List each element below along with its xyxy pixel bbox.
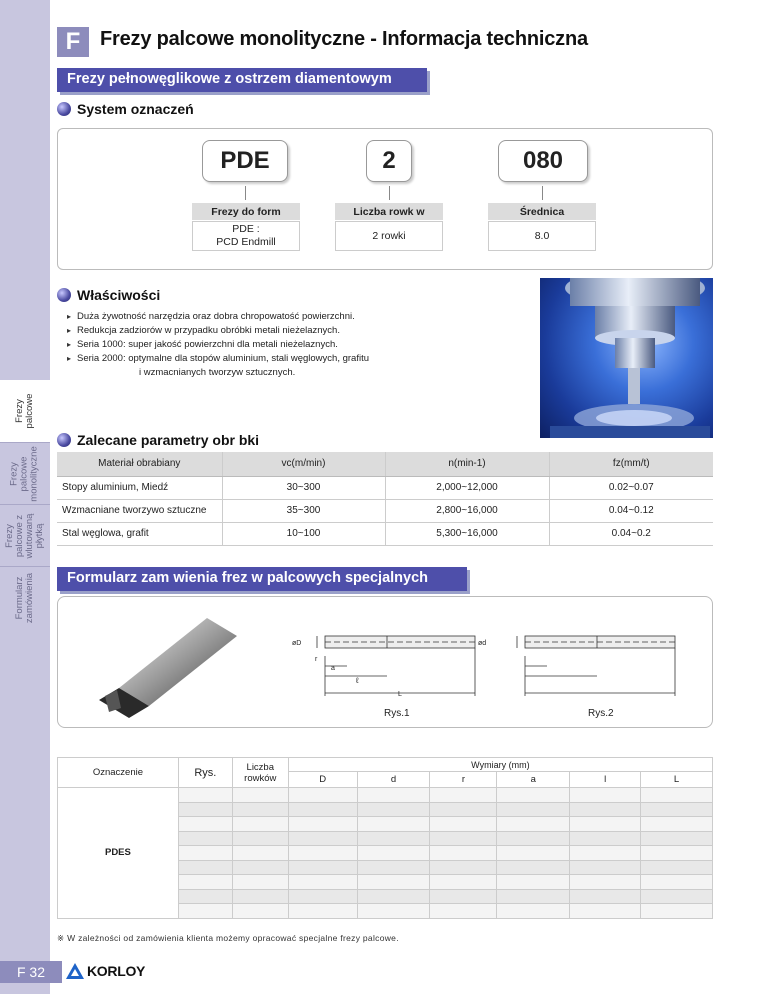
cell: 0.04~0.2	[549, 522, 713, 545]
cell: Stal węglowa, grafit	[57, 522, 222, 545]
input-cell[interactable]	[178, 904, 232, 919]
section-title: System oznaczeń	[77, 101, 194, 117]
endmill-illustration	[99, 618, 237, 718]
side-tab-monolityczne[interactable]	[0, 442, 50, 504]
bullet-ball-icon	[57, 288, 71, 302]
cell: 5,300~16,000	[385, 522, 549, 545]
table-row	[57, 499, 713, 522]
input-cell[interactable]	[178, 788, 232, 803]
input-cell[interactable]	[497, 860, 570, 875]
input-cell[interactable]	[232, 889, 288, 904]
section-badge: F	[57, 27, 89, 57]
input-cell[interactable]	[570, 904, 641, 919]
input-cell[interactable]	[430, 788, 497, 803]
dim-label: r	[315, 656, 318, 663]
spec-body	[58, 788, 713, 919]
cell: 35~300	[222, 499, 385, 522]
code-diameter: 080	[498, 140, 588, 182]
input-cell[interactable]	[357, 846, 430, 861]
col-header: Materiał obrabiany	[57, 452, 222, 476]
input-cell[interactable]	[641, 788, 713, 803]
page-title: Frezy palcowe monolityczne - Informacja techniczna	[100, 28, 588, 50]
input-cell[interactable]	[570, 875, 641, 890]
input-cell[interactable]	[641, 904, 713, 919]
side-tab-formularz[interactable]	[0, 566, 50, 628]
col-header-flutes-line: rowków	[244, 772, 277, 784]
input-cell[interactable]	[641, 875, 713, 890]
col-header-d: d	[357, 772, 430, 788]
input-cell[interactable]	[570, 817, 641, 832]
cell: Wzmacniane tworzywo sztuczne	[57, 499, 222, 522]
label-value-forms	[192, 221, 300, 251]
input-cell[interactable]	[357, 904, 430, 919]
input-cell[interactable]	[357, 788, 430, 803]
col-header-L: L	[641, 772, 713, 788]
cell: 2,800~16,000	[385, 499, 549, 522]
table-row	[57, 476, 713, 499]
input-cell[interactable]	[232, 817, 288, 832]
side-tab-label: Formularz zamówienia	[14, 572, 35, 623]
params-table	[57, 452, 713, 546]
drawing-rys2	[517, 636, 675, 696]
cell: 2,000~12,000	[385, 476, 549, 499]
figure-caption-2: Rys.2	[588, 708, 614, 719]
side-tab-label: Frezy palcowe	[14, 393, 35, 429]
input-cell[interactable]	[357, 802, 430, 817]
code-pde: PDE	[202, 140, 288, 182]
list-item: ▸ Seria 1000: super jakość powierzchni dla metali nieżelaznych.	[67, 338, 369, 352]
input-cell[interactable]	[357, 889, 430, 904]
label-head-diameter: Średnica	[488, 203, 596, 220]
col-header: vc(m/min)	[222, 452, 385, 476]
page-number: F 32	[0, 961, 62, 983]
input-cell[interactable]	[430, 904, 497, 919]
section-system	[57, 101, 194, 117]
input-cell[interactable]	[430, 889, 497, 904]
col-header-dims: Wymiary (mm)	[288, 758, 712, 772]
machining-photo-illustration	[540, 278, 713, 438]
input-cell[interactable]	[570, 831, 641, 846]
input-cell[interactable]	[178, 802, 232, 817]
table-row	[57, 522, 713, 545]
input-cell[interactable]	[232, 831, 288, 846]
section-properties	[57, 287, 160, 303]
label-value-flutes: 2 rowki	[335, 221, 443, 251]
input-cell[interactable]	[232, 875, 288, 890]
input-cell[interactable]	[570, 889, 641, 904]
input-cell[interactable]	[178, 889, 232, 904]
input-cell[interactable]	[497, 802, 570, 817]
cell: 10~100	[222, 522, 385, 545]
col-header-flutes	[232, 758, 288, 788]
col-header: fz(mm/t)	[549, 452, 713, 476]
cell: 0.02~0.07	[549, 476, 713, 499]
col-header-D: D	[288, 772, 357, 788]
brand-logo	[66, 963, 145, 979]
side-tab-label: Frezy palcowe z wlutowaną płytką	[4, 513, 45, 558]
input-cell[interactable]	[641, 846, 713, 861]
input-cell[interactable]	[641, 817, 713, 832]
label-head-flutes: Liczba rowk w	[335, 203, 443, 220]
input-cell[interactable]	[641, 802, 713, 817]
input-cell[interactable]	[232, 802, 288, 817]
input-cell[interactable]	[288, 860, 357, 875]
list-item: ▸ Redukcja zadziorów w przypadku obróbki metali nieżelaznych.	[67, 324, 369, 338]
input-cell[interactable]	[232, 860, 288, 875]
label-value-line: PDE :	[232, 223, 260, 235]
input-cell[interactable]	[288, 904, 357, 919]
dim-label: L	[398, 691, 402, 698]
col-header-l: l	[570, 772, 641, 788]
input-cell[interactable]	[288, 817, 357, 832]
cell: 30~300	[222, 476, 385, 499]
input-cell[interactable]	[232, 788, 288, 803]
input-cell[interactable]	[288, 788, 357, 803]
input-cell[interactable]	[232, 904, 288, 919]
input-cell[interactable]	[641, 860, 713, 875]
input-cell[interactable]	[570, 802, 641, 817]
input-cell[interactable]	[430, 875, 497, 890]
designation-pdes: PDES	[58, 788, 179, 919]
dim-label: a	[331, 665, 335, 672]
input-cell[interactable]	[288, 831, 357, 846]
input-cell[interactable]	[497, 817, 570, 832]
input-cell[interactable]	[497, 831, 570, 846]
input-cell[interactable]	[357, 875, 430, 890]
brand-name: KORLOY	[87, 963, 146, 979]
banner-diamond: Frezy pełnowęglikowe z ostrzem diamentowym	[57, 68, 427, 92]
input-cell[interactable]	[178, 875, 232, 890]
input-cell[interactable]	[178, 846, 232, 861]
spec-header-row	[58, 758, 713, 772]
col-header-designation: Oznaczenie	[58, 758, 179, 788]
section-params	[57, 432, 259, 448]
side-tab-wlutowana[interactable]	[0, 504, 50, 566]
table-header-row	[57, 452, 713, 476]
spec-table	[57, 757, 713, 919]
input-cell[interactable]	[288, 802, 357, 817]
side-tab-label: Frezy palcowe monolityczne	[9, 445, 40, 502]
cell: 0.04~0.12	[549, 499, 713, 522]
dim-label: ød	[478, 640, 487, 647]
input-cell[interactable]	[430, 860, 497, 875]
input-cell[interactable]	[497, 875, 570, 890]
input-cell[interactable]	[497, 846, 570, 861]
table-row	[58, 788, 713, 803]
input-cell[interactable]	[357, 831, 430, 846]
machining-photo	[540, 278, 713, 438]
properties-list	[67, 310, 369, 380]
input-cell[interactable]	[357, 817, 430, 832]
dim-label: øD	[292, 640, 302, 647]
input-cell[interactable]	[641, 889, 713, 904]
input-cell[interactable]	[430, 817, 497, 832]
input-cell[interactable]	[178, 817, 232, 832]
section-title: Zalecane parametry obr bki	[77, 432, 260, 448]
input-cell[interactable]	[430, 831, 497, 846]
list-item-continuation: i wzmacnianych tworzyw sztucznych.	[139, 367, 296, 378]
label-value-line: PCD Endmill	[216, 236, 276, 248]
footnote: ※ W zależności od zamówienia klienta możemy opracować specjalne frezy palcowe.	[57, 933, 399, 943]
drawing-rys1	[317, 636, 475, 696]
input-cell[interactable]	[497, 788, 570, 803]
col-header-a: a	[497, 772, 570, 788]
side-tab-frezy-palcowe[interactable]	[0, 380, 50, 442]
section-title: Właściwości	[77, 287, 161, 303]
code-flutes: 2	[366, 140, 412, 182]
input-cell[interactable]	[288, 875, 357, 890]
input-cell[interactable]	[288, 889, 357, 904]
list-item: ▸ Duża żywotność narzędzia oraz dobra chropowatość powierzchni.	[67, 310, 369, 324]
input-cell[interactable]	[497, 889, 570, 904]
connector-line	[245, 186, 246, 200]
cell: Stopy aluminium, Miedź	[57, 476, 222, 499]
col-header: n(min-1)	[385, 452, 549, 476]
connector-line	[389, 186, 390, 200]
bullet-ball-icon	[57, 102, 71, 116]
input-cell[interactable]	[497, 904, 570, 919]
input-cell[interactable]	[570, 788, 641, 803]
input-cell[interactable]	[641, 831, 713, 846]
col-header-fig: Rys.	[178, 758, 232, 788]
input-cell[interactable]	[288, 846, 357, 861]
input-cell[interactable]	[178, 831, 232, 846]
label-head-forms: Frezy do form	[192, 203, 300, 220]
bullet-ball-icon	[57, 433, 71, 447]
connector-line	[542, 186, 543, 200]
input-cell[interactable]	[357, 860, 430, 875]
input-cell[interactable]	[570, 846, 641, 861]
banner-order-form: Formularz zam wienia frez w palcowych specjalnych	[57, 567, 467, 591]
label-value-diameter: 8.0	[488, 221, 596, 251]
input-cell[interactable]	[232, 846, 288, 861]
korloy-logo-icon	[66, 963, 84, 979]
input-cell[interactable]	[570, 860, 641, 875]
list-item: ▸ Seria 2000: optymalne dla stopów aluminium, stali węglowych, grafitu	[67, 352, 369, 366]
input-cell[interactable]	[178, 860, 232, 875]
input-cell[interactable]	[430, 846, 497, 861]
col-header-r: r	[430, 772, 497, 788]
dim-label: ℓ	[356, 676, 359, 685]
input-cell[interactable]	[430, 802, 497, 817]
figure-caption-1: Rys.1	[384, 708, 410, 719]
col-header-flutes-line: Liczba	[246, 761, 274, 773]
